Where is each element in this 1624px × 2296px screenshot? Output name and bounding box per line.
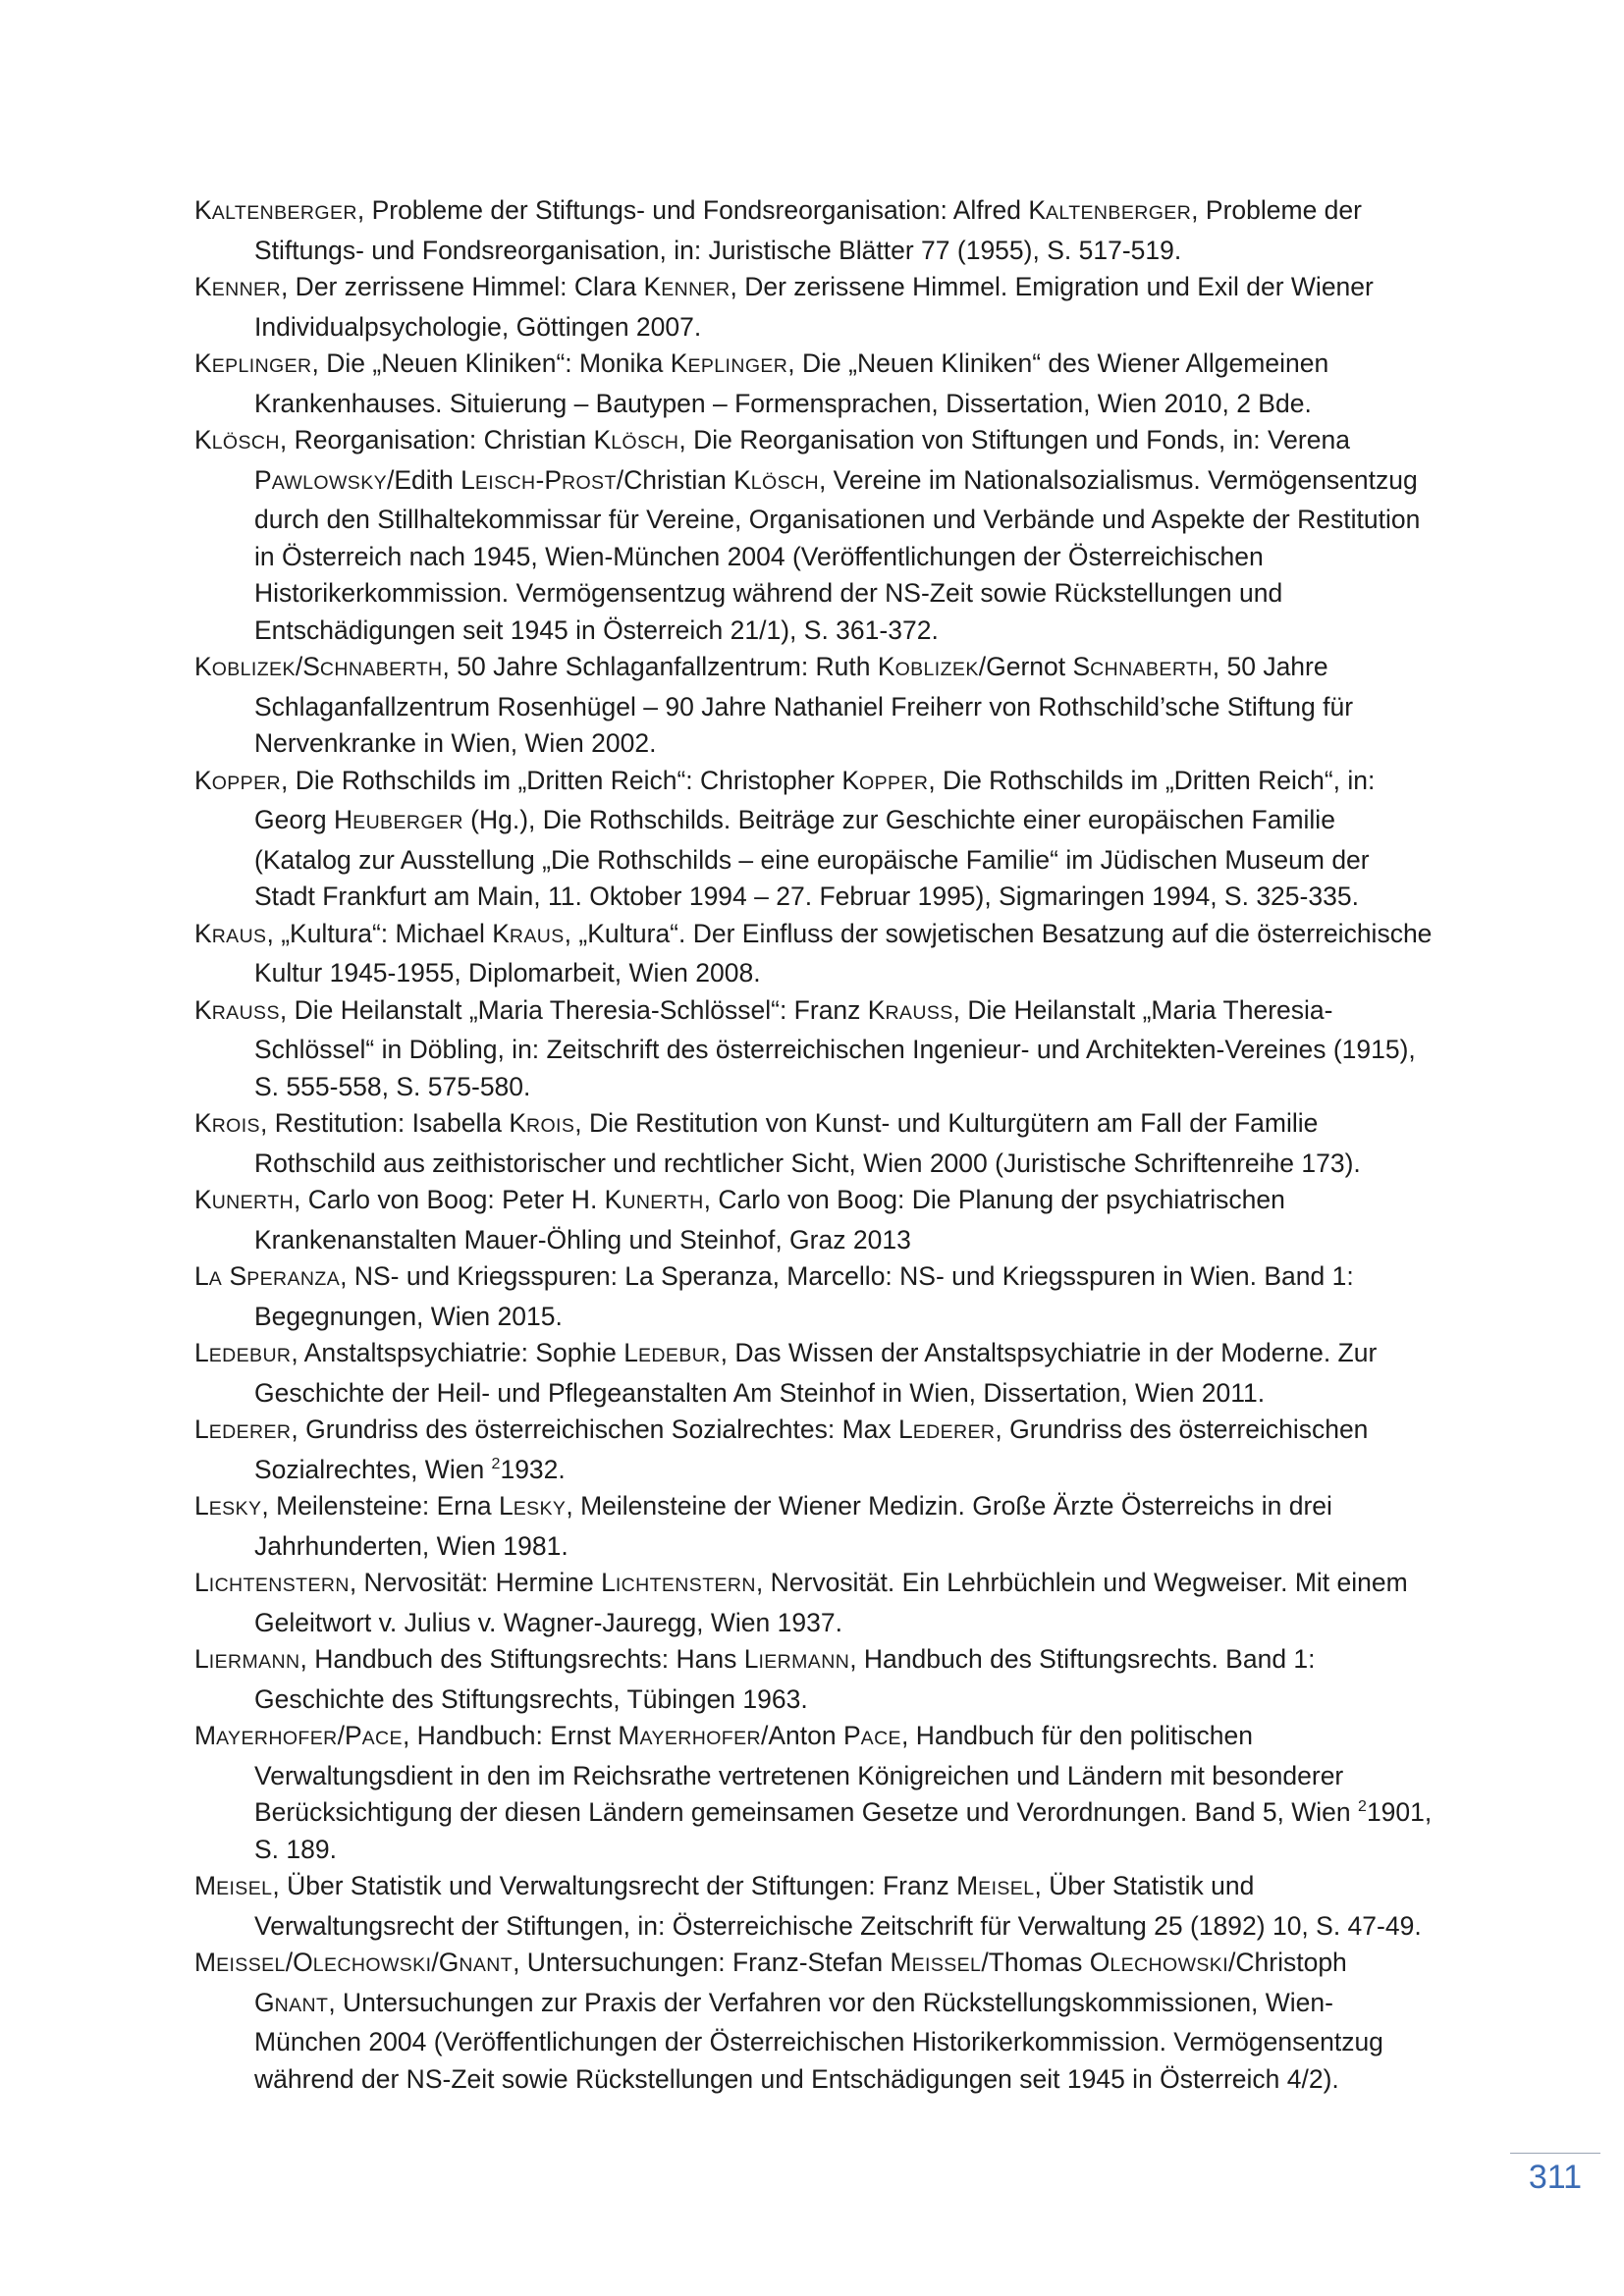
small-caps-name: ACE — [860, 1728, 901, 1749]
bibliography-entry — [194, 763, 1434, 916]
entry-text: , Handbuch: Ernst M — [402, 1721, 640, 1750]
entry-text: , Die Rothschilds im „Dritten Reich“: Christopher K — [280, 765, 860, 795]
small-caps-name: IERMANN — [758, 1651, 850, 1673]
entry-text: K — [194, 994, 212, 1025]
small-caps-name: UNERTH — [622, 1192, 704, 1213]
small-caps-name: ICHTENSTERN — [208, 1575, 350, 1596]
entry-text: , Die Heilanstalt „Maria Theresia-Schlössel“: Franz K — [279, 994, 886, 1025]
small-caps-name: RAUS — [211, 925, 267, 947]
entry-text: , Der zerissene Himmel. Emigration und Exil der Wiener Individualpsychologie, Göttingen 2007. — [254, 272, 1374, 342]
entry-text: /O — [285, 1948, 313, 1977]
entry-text: /Christoph G — [254, 1948, 1347, 2017]
edition-superscript: 2 — [491, 1455, 501, 1472]
entry-text: , Die Reorganisation von Stiftungen und Fonds, in: Verena P — [254, 425, 1350, 495]
entry-text: L — [194, 1568, 209, 1597]
entry-text: M — [194, 1871, 217, 1900]
small-caps-name: OPPER — [859, 772, 929, 794]
entry-text: M — [194, 1948, 217, 1977]
entry-text: /Anton P — [761, 1721, 861, 1750]
entry-text: /S — [295, 652, 320, 681]
bibliography-entry — [194, 1565, 1434, 1641]
entry-text: 1901, S. 189. — [254, 1797, 1433, 1864]
small-caps-name: EDEBUR — [637, 1345, 721, 1366]
entry-text: L — [194, 1491, 209, 1521]
small-caps-name: RAUSS — [211, 1001, 280, 1024]
entry-text: K — [194, 1108, 212, 1138]
small-caps-name: UNERTH — [211, 1192, 294, 1213]
bibliography-entry — [194, 346, 1434, 422]
entry-text: , Handbuch für den politischen Verwaltungsdient in den im Reichsrathe vertretenen Königreichen und Ländern mit besonderer Berücksichtigung der diesen Ländern gemeinsamen Gesetze und Verordnungen. Band 5, Wien — [254, 1721, 1359, 1827]
bibliography-entry — [194, 1641, 1434, 1718]
small-caps-name: CHNABERTH — [319, 659, 443, 680]
bibliography-entry — [194, 422, 1434, 649]
entry-text: , Die Heilanstalt „Maria Theresia-Schlössel“ in Döbling, in: Zeitschrift des österreichischen Ingenieur- und Architekten-Vereines (1915), S. 555-558, S. 575-580. — [254, 994, 1416, 1101]
bibliography-entry — [194, 1258, 1434, 1335]
entry-text: , Handbuch des Stiftungsrechts: Hans L — [299, 1644, 759, 1674]
small-caps-name: LÖSCH — [211, 432, 280, 454]
entry-text: /Edith L — [387, 464, 475, 495]
entry-text: S — [222, 1261, 247, 1291]
bibliography-entry — [194, 1335, 1434, 1412]
bibliography-entry — [194, 1488, 1434, 1565]
bibliography-list — [194, 192, 1434, 2098]
small-caps-name: EISSEL — [911, 1954, 982, 1976]
small-caps-name: NANT — [274, 1994, 329, 2016]
entry-text: , Über Statistik und Verwaltungsrecht der Stiftungen: Franz M — [272, 1871, 979, 1900]
entry-text: , Der zerrissene Himmel: Clara K — [280, 272, 662, 301]
small-caps-name: AYERHOFER — [639, 1728, 762, 1749]
page-number: 311 — [1528, 2159, 1583, 2196]
bibliography-entry — [194, 649, 1434, 763]
edition-superscript: 2 — [1358, 1798, 1367, 1816]
entry-text: K — [194, 1185, 212, 1214]
entry-text: , Meilensteine: Erna L — [261, 1491, 514, 1521]
bibliography-entry — [194, 916, 1434, 992]
entry-text: , Handbuch des Stiftungsrechts. Band 1: Geschichte des Stiftungsrechts, Tübingen 1963. — [254, 1644, 1316, 1714]
small-caps-name: ROST — [562, 471, 617, 494]
small-caps-name: CHNABERTH — [1090, 659, 1213, 680]
small-caps-name: EDERER — [208, 1421, 292, 1443]
entry-text: /Thomas O — [981, 1948, 1110, 1977]
entry-text: K — [194, 195, 212, 225]
entry-text: L — [194, 1261, 209, 1291]
entry-text: , Über Statistik und Verwaltungsrecht der Stiftungen, in: Österreichische Zeitschrift für Verwaltung 25 (1892) 10, S. 47-49. — [254, 1871, 1422, 1941]
entry-text: , Restitution: Isabella K — [259, 1108, 526, 1138]
entry-text: , Probleme der Stiftungs- und Fondsreorganisation, in: Juristische Blätter 77 (1955), S. 517-519. — [254, 195, 1362, 265]
small-caps-name: LECHOWSKI — [312, 1954, 432, 1976]
small-caps-name: ROIS — [526, 1115, 575, 1137]
entry-text: , Untersuchungen: Franz-Stefan M — [513, 1948, 912, 1977]
bibliography-entry — [194, 1412, 1434, 1488]
entry-text: L — [194, 1644, 209, 1674]
small-caps-name: ICHTENSTERN — [615, 1575, 756, 1596]
bibliography-entry — [194, 1182, 1434, 1258]
small-caps-name: ALTENBERGER — [211, 202, 357, 224]
small-caps-name: NANT — [459, 1954, 514, 1976]
entry-text: , Die Restitution von Kunst- und Kulturgütern am Fall der Familie Rothschild aus zeithistorischer und rechtlicher Sicht, Wien 2000 (Juristische Schriftenreihe 173). — [254, 1108, 1361, 1178]
entry-text: , Carlo von Boog: Die Planung der psychiatrischen Krankenanstalten Mauer-Öhling und Steinhof, Graz 2013 — [254, 1185, 1285, 1255]
entry-text: , Meilensteine der Wiener Medizin. Große Ärzte Österreichs in drei Jahrhunderten, Wien 1981. — [254, 1491, 1332, 1561]
bibliography-entry — [194, 1105, 1434, 1182]
entry-text: , Das Wissen der Anstaltspsychiatrie in der Moderne. Zur Geschichte der Heil- und Pflegeanstalten Am Steinhof in Wien, Dissertation, Wien 2011. — [254, 1338, 1378, 1408]
small-caps-name: PERANZA — [246, 1268, 341, 1290]
small-caps-name: A — [208, 1268, 223, 1290]
entry-text: 1932. — [500, 1454, 566, 1484]
small-caps-name: ROIS — [211, 1115, 260, 1137]
entry-text: K — [194, 348, 212, 378]
entry-text: , Die „Neuen Kliniken“ des Wiener Allgemeinen Krankenhauses. Situierung – Bautypen – Formensprachen, Dissertation, Wien 2010, 2 Bde. — [254, 348, 1329, 418]
bibliography-entry — [194, 1718, 1434, 1868]
small-caps-name: EISEL — [978, 1878, 1035, 1899]
bibliography-entry — [194, 192, 1434, 269]
entry-text: L — [194, 1338, 209, 1367]
entry-text: , Vereine im Nationalsozialismus. Vermögensentzug durch den Stillhaltekommissar für Vereine, Organisationen und Verbände und Aspekte der Restitution in Österreich nach 1945, Wien-München 2004 (Veröffentlichungen der Österreichischen Historikerkommission. Vermögensentzug während der NS-Zeit sowie Rückstellungen und Entschädigungen seit 1945 in Österreich 21/1), S. 361-372. — [254, 464, 1421, 645]
entry-text: /Gernot S — [978, 652, 1091, 681]
small-caps-name: EUBERGER — [352, 812, 463, 833]
entry-text: , 50 Jahre Schlaganfallzentrum: Ruth K — [442, 652, 895, 681]
small-caps-name: EDERER — [912, 1421, 996, 1443]
small-caps-name: ESKY — [513, 1498, 567, 1520]
entry-text: /P — [337, 1721, 362, 1750]
small-caps-name: IERMANN — [208, 1651, 300, 1673]
footer-rule — [1510, 2153, 1600, 2154]
entry-text: , Untersuchungen zur Praxis der Verfahren vor den Rückstellungskommissionen, Wien-München 2004 (Veröffentlichungen der Österreichischen Historikerkommission. Vermögensentzug während der NS-Zeit sowie Rückstellungen und Entschädigungen seit 1945 in Österreich 4/2). — [254, 1987, 1383, 2094]
entry-text: , „Kultura“. Der Einfluss der sowjetischen Besatzung auf die österreichische Kultur 1945-1955, Diplomarbeit, Wien 2008. — [254, 918, 1433, 988]
entry-text: , Anstaltspsychiatrie: Sophie L — [291, 1338, 638, 1367]
small-caps-name: EPLINGER — [211, 355, 312, 377]
entry-text: -P — [535, 464, 562, 495]
entry-text: , Reorganisation: Christian K — [279, 425, 612, 454]
entry-text: , „Kultura“: Michael K — [266, 918, 510, 948]
bibliography-entry — [194, 269, 1434, 346]
entry-text: (Hg.), Die Rothschilds. Beiträge zur Geschichte einer europäischen Familie (Katalog zur Ausstellung „Die Rothschilds – eine europäische Familie“ im Jüdischen Museum der Stadt Frankfurt am Main, 11. Oktober 1994 – 27. Februar 1995), Sigmaringen 1994, S. 325-335. — [254, 805, 1370, 911]
small-caps-name: LÖSCH — [611, 432, 679, 454]
entry-text: , Nervosität: Hermine L — [349, 1568, 616, 1597]
small-caps-name: RAUSS — [885, 1001, 953, 1024]
small-caps-name: LECHOWSKI — [1110, 1954, 1229, 1976]
bibliography-entry — [194, 1868, 1434, 1945]
bibliography-entry — [194, 1945, 1434, 2098]
small-caps-name: ENNER — [661, 279, 731, 300]
small-caps-name: EPLINGER — [687, 355, 788, 377]
small-caps-name: EISCH — [474, 471, 536, 494]
small-caps-name: OBLIZEK — [211, 659, 296, 680]
entry-text: K — [194, 918, 212, 948]
entry-text: , 50 Jahre Schlaganfallzentrum Rosenhügel – 90 Jahre Nathaniel Freiherr von Rothschild’sche Stiftung für Nervenkranke in Wien, Wien 2002. — [254, 652, 1354, 758]
entry-text: K — [194, 425, 212, 454]
entry-text: K — [194, 272, 212, 301]
entry-text: , Grundriss des österreichischen Sozialrechtes: Max L — [291, 1415, 913, 1444]
small-caps-name: RAUS — [509, 925, 565, 947]
small-caps-name: OBLIZEK — [894, 659, 979, 680]
entry-text: K — [194, 652, 212, 681]
small-caps-name: AYERHOFER — [216, 1728, 338, 1749]
entry-text: K — [194, 765, 212, 795]
entry-text: L — [194, 1415, 209, 1444]
entry-text: , Carlo von Boog: Peter H. K — [293, 1185, 623, 1214]
entry-text: , Nervosität. Ein Lehrbüchlein und Wegweiser. Mit einem Geleitwort v. Julius v. Wagner-Jauregg, Wien 1937. — [254, 1568, 1408, 1637]
small-caps-name: ALTENBERGER — [1046, 202, 1192, 224]
small-caps-name: LÖSCH — [750, 471, 819, 494]
small-caps-name: EISEL — [216, 1878, 273, 1899]
entry-text: /G — [431, 1948, 460, 1977]
entry-text: M — [194, 1721, 217, 1750]
small-caps-name: ESKY — [208, 1498, 262, 1520]
small-caps-name: AWLOWSKY — [271, 471, 388, 494]
small-caps-name: EISSEL — [216, 1954, 286, 1976]
entry-text: , Die Rothschilds im „Dritten Reich“, in: Georg H — [254, 765, 1376, 834]
entry-text: /Christian K — [616, 464, 751, 495]
small-caps-name: ACE — [361, 1728, 403, 1749]
bibliography-entry — [194, 992, 1434, 1106]
entry-text: , Die „Neuen Kliniken“: Monika K — [311, 348, 688, 378]
small-caps-name: OPPER — [211, 772, 281, 794]
small-caps-name: ENNER — [211, 279, 281, 300]
entry-text: , Grundriss des österreichischen Sozialrechtes, Wien — [254, 1415, 1369, 1484]
entry-text: , Probleme der Stiftungs- und Fondsreorganisation: Alfred K — [356, 195, 1047, 225]
entry-text: , NS- und Kriegsspuren: La Speranza, Marcello: NS- und Kriegsspuren in Wien. Band 1: Begegnungen, Wien 2015. — [254, 1261, 1354, 1331]
small-caps-name: EDEBUR — [208, 1345, 292, 1366]
